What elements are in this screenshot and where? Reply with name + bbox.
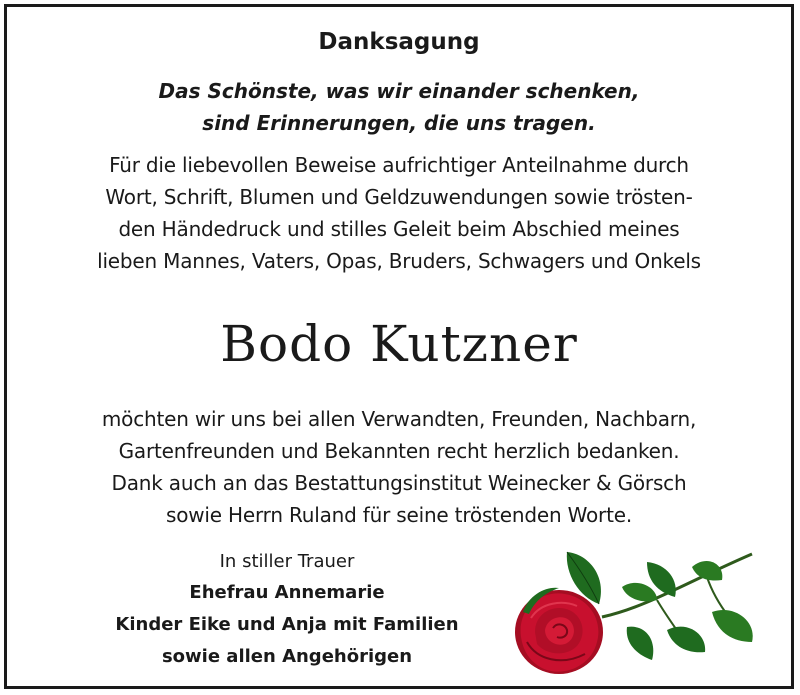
memorial-quote xyxy=(7,75,791,139)
thanks-paragraph xyxy=(7,403,791,531)
quote-line: sind Erinnerungen, die uns tragen. xyxy=(202,111,596,135)
red-rose-icon xyxy=(507,542,767,682)
thanks-line: möchten wir uns bei allen Verwandten, Freunden, Nachbarn, xyxy=(101,407,697,431)
signature-line: Kinder Eike und Anja mit Familien xyxy=(115,614,459,635)
deceased-name: Bodo Kutzner xyxy=(220,315,578,373)
intro-line: Wort, Schrift, Blumen und Geldzuwendungen sowie trösten- xyxy=(105,185,693,209)
notice-heading: Danksagung xyxy=(318,29,480,55)
signature-block xyxy=(67,547,507,673)
intro-line: lieben Mannes, Vaters, Opas, Bruders, Schwagers und Onkels xyxy=(97,249,701,273)
thanks-line: Gartenfreunden und Bekannten recht herzlich bedanken. xyxy=(118,439,680,463)
intro-line: Für die liebevollen Beweise aufrichtiger Anteilnahme durch xyxy=(109,153,689,177)
signature-line: sowie allen Angehörigen xyxy=(161,646,413,667)
notice-frame xyxy=(4,4,794,689)
signature-lead: In stiller Trauer xyxy=(219,551,355,572)
thanks-line: Dank auch an das Bestattungsinstitut Weinecker & Görsch xyxy=(111,471,687,495)
intro-line: den Händedruck und stilles Geleit beim Abschied meines xyxy=(118,217,680,241)
thanks-line: sowie Herrn Ruland für seine tröstenden Worte. xyxy=(166,503,632,527)
quote-line: Das Schönste, was wir einander schenken, xyxy=(158,79,640,103)
signature-line: Ehefrau Annemarie xyxy=(189,582,385,603)
intro-paragraph xyxy=(7,149,791,277)
